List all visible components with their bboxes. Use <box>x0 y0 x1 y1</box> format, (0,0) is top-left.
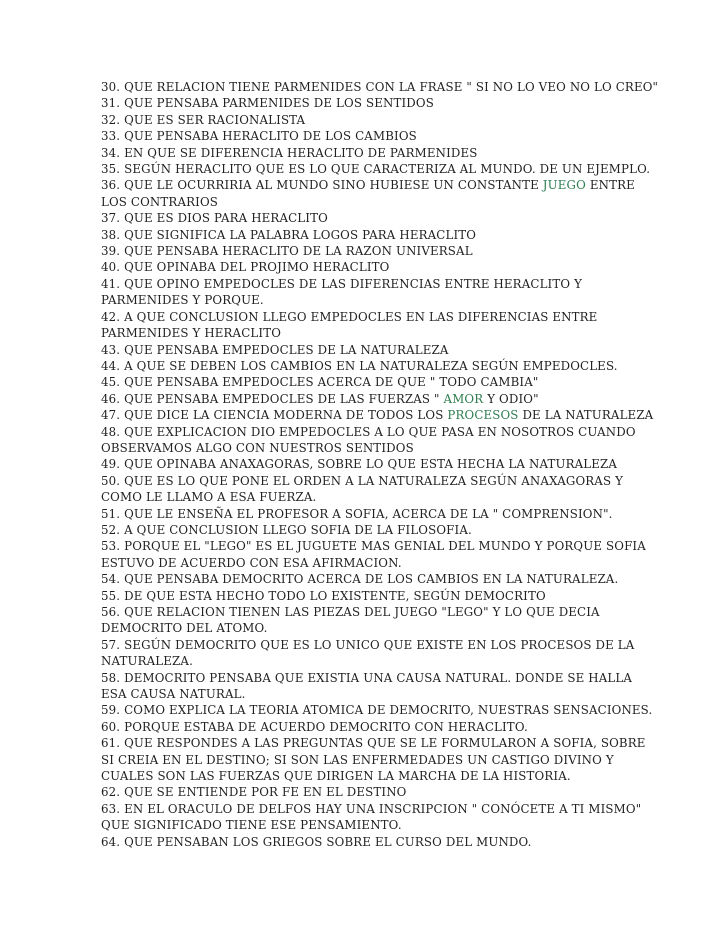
question-text: 56. QUE RELACION TIENEN LAS PIEZAS DEL JUEGO "LEGO" Y LO QUE DECIA DEMOCRITO DEL ATOMO. <box>101 605 600 636</box>
question-text: 30. QUE RELACION TIENE PARMENIDES CON LA FRASE " SI NO LO VEO NO LO CREO" <box>101 80 659 94</box>
question-item <box>101 79 661 95</box>
question-text: 38. QUE SIGNIFICA LA PALABRA LOGOS PARA HERACLITO <box>101 227 477 242</box>
question-item <box>101 358 661 374</box>
question-item <box>101 719 661 735</box>
question-text: 55. DE QUE ESTA HECHO TODO LO EXISTENTE, SEGÚN DEMOCRITO <box>101 588 546 603</box>
question-item <box>101 391 661 407</box>
question-text: 62. QUE SE ENTIENDE POR FE EN EL DESTINO <box>101 785 407 800</box>
question-text: 49. QUE OPINABA ANAXAGORAS, SOBRE LO QUE ESTA HECHA LA NATURALEZA <box>101 457 618 472</box>
highlighted-link[interactable]: JUEGO <box>542 178 586 193</box>
question-text: 64. QUE PENSABAN LOS GRIEGOS SOBRE EL CURSO DEL MUNDO. <box>101 834 532 849</box>
question-text: 59. COMO EXPLICA LA TEORIA ATOMICA DE DEMOCRITO, NUESTRAS SENSACIONES. <box>101 703 653 718</box>
question-text: 40. QUE OPINABA DEL PROJIMO HERACLITO <box>101 260 390 275</box>
question-item <box>101 309 661 342</box>
question-text: 58. DEMOCRITO PENSABA QUE EXISTIA UNA CAUSA NATURAL. DONDE SE HALLA ESA CAUSA NATURAL. <box>101 670 632 702</box>
question-text: 47. QUE DICE LA CIENCIA MODERNA DE TODOS LOS <box>101 408 448 423</box>
question-item <box>101 227 661 243</box>
question-item <box>101 473 661 506</box>
question-item <box>101 670 661 703</box>
question-text: 35. SEGÚN HERACLITO QUE ES LO QUE CARACTERIZA AL MUNDO. DE UN EJEMPLO. <box>101 162 651 177</box>
question-item <box>101 506 661 522</box>
question-text: 63. EN EL ORACULO DE DELFOS HAY UNA INSCRIPCION " CONÓCETE A TI MISMO" QUE SIGNIFICADO TIENE ESE PENSAMIENTO. <box>101 801 642 833</box>
question-item <box>101 604 661 637</box>
question-item <box>101 588 661 604</box>
question-item <box>101 161 661 177</box>
question-item <box>101 424 661 457</box>
question-item <box>101 210 661 226</box>
question-text: 51. QUE LE ENSEÑA EL PROFESOR A SOFIA, ACERCA DE LA " COMPRENSION". <box>101 506 613 521</box>
question-item <box>101 702 661 718</box>
question-text: 42. A QUE CONCLUSION LLEGO EMPEDOCLES EN LAS DIFERENCIAS ENTRE PARMENIDES Y HERACLITO <box>101 309 598 341</box>
question-text: 36. QUE LE OCURRIRIA AL MUNDO SINO HUBIESE UN CONSTANTE <box>101 178 543 193</box>
question-text: 31. QUE PENSABA PARMENIDES DE LOS SENTIDOS <box>101 96 434 111</box>
question-text: 43. QUE PENSABA EMPEDOCLES DE LA NATURALEZA <box>101 342 449 357</box>
highlighted-link[interactable]: PROCESOS <box>447 408 519 423</box>
question-text: 52. A QUE CONCLUSION LLEGO SOFIA DE LA FILOSOFIA. <box>101 522 472 537</box>
question-text: ENTRE LOS CONTRARIOS <box>101 178 635 209</box>
question-text: Y ODIO" <box>483 391 539 406</box>
question-list <box>101 79 661 850</box>
question-text: 60. PORQUE ESTABA DE ACUERDO DEMOCRITO CON HERACLITO. <box>101 719 528 734</box>
question-item <box>101 784 661 800</box>
question-text: DE LA NATURALEZA <box>518 408 654 423</box>
question-item <box>101 95 661 111</box>
highlighted-link[interactable]: AMOR <box>443 391 484 406</box>
question-item <box>101 145 661 161</box>
question-text: 45. QUE PENSABA EMPEDOCLES ACERCA DE QUE " TODO CAMBIA" <box>101 375 539 390</box>
question-item <box>101 374 661 390</box>
question-item <box>101 538 661 571</box>
question-item <box>101 456 661 472</box>
question-text: 46. QUE PENSABA EMPEDOCLES DE LAS FUERZAS " <box>101 391 444 406</box>
question-item <box>101 801 661 834</box>
question-item <box>101 522 661 538</box>
question-text: 37. QUE ES DIOS PARA HERACLITO <box>101 211 328 226</box>
question-item <box>101 571 661 587</box>
question-text: 39. QUE PENSABA HERACLITO DE LA RAZON UNIVERSAL <box>101 244 473 259</box>
question-item <box>101 407 661 423</box>
question-item <box>101 177 661 210</box>
question-item <box>101 342 661 358</box>
question-text: 54. QUE PENSABA DEMOCRITO ACERCA DE LOS CAMBIOS EN LA NATURALEZA. <box>101 572 619 587</box>
question-text: 48. QUE EXPLICACION DIO EMPEDOCLES A LO QUE PASA EN NOSOTROS CUANDO OBSERVAMOS ALGO CON NUESTROS SENTIDOS <box>101 424 636 455</box>
question-text: 41. QUE OPINO EMPEDOCLES DE LAS DIFERENCIAS ENTRE HERACLITO Y PARMENIDES Y PORQUE. <box>101 276 583 308</box>
question-item <box>101 243 661 259</box>
question-text: 34. EN QUE SE DIFERENCIA HERACLITO DE PARMENIDES <box>101 145 478 160</box>
question-text: 53. PORQUE EL "LEGO" ES EL JUGUETE MAS GENIAL DEL MUNDO Y PORQUE SOFIA ESTUVO DE ACUERDO CON ESA AFIRMACION. <box>101 539 646 570</box>
question-item <box>101 128 661 144</box>
question-item <box>101 276 661 309</box>
question-text: 44. A QUE SE DEBEN LOS CAMBIOS EN LA NATURALEZA SEGÚN EMPEDOCLES. <box>101 358 618 373</box>
question-text: 33. QUE PENSABA HERACLITO DE LOS CAMBIOS <box>101 129 417 144</box>
question-text: 50. QUE ES LO QUE PONE EL ORDEN A LA NATURALEZA SEGÚN ANAXAGORAS Y COMO LE LLAMO A ESA FUERZA. <box>101 473 624 505</box>
question-text: 61. QUE RESPONDES A LAS PREGUNTAS QUE SE LE FORMULARON A SOFIA, SOBRE SI CREIA EN EL DESTINO; SI SON LAS ENFERMEDADES UN CASTIGO DIVINO Y CUALES SON LAS FUERZAS QUE DIRIGEN LA MARCHA DE LA HISTORIA. <box>101 736 646 784</box>
question-item <box>101 735 661 784</box>
question-text: 32. QUE ES SER RACIONALISTA <box>101 112 306 127</box>
question-item <box>101 637 661 670</box>
question-text: 57. SEGÚN DEMOCRITO QUE ES LO UNICO QUE EXISTE EN LOS PROCESOS DE LA NATURALEZA. <box>101 637 635 669</box>
question-item <box>101 259 661 275</box>
question-item <box>101 834 661 850</box>
question-item <box>101 112 661 128</box>
